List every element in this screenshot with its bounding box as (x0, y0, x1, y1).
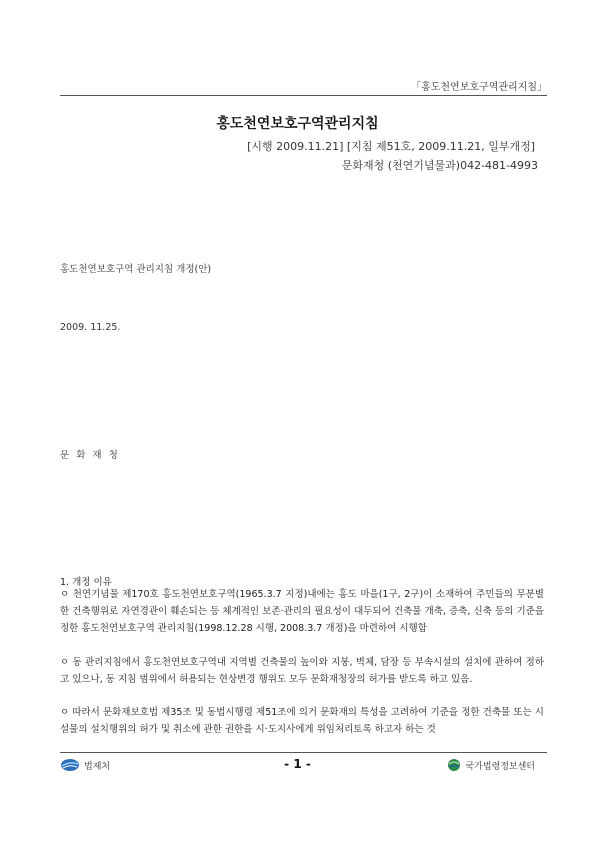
page-number: - 1 - (284, 757, 311, 771)
footer-right (447, 758, 535, 772)
footer-left-label: 법제처 (84, 761, 111, 772)
revision-date: 2009. 11.25. (60, 322, 121, 333)
header-divider (60, 95, 547, 96)
section-title: 1. 개정 이유 (60, 577, 112, 588)
paragraph: ㅇ 동 관리지침에서 홍도천연보호구역내 지역별 건축물의 높이와 지붕, 벽체, 담장 등 부속시설의 설치에 관하여 정하고 있으나, 동 지침 범위에서 허용되는 현상변경 행위도 모두 문화재청장의 허가를 받도록 하고 있음. (60, 657, 544, 685)
issuing-agency: 문 화 재 청 (60, 450, 120, 461)
paragraph: ㅇ 따라서 문화재보호법 제35조 및 동법시행령 제51조에 의거 문화재의 특성을 고려하여 기준을 정한 건축물 또는 시설물의 설치행위의 허가 및 취소에 관한 권한을 시·도지사에게 위임처리토록 하고자 하는 것 (60, 707, 544, 735)
revision-heading: 홍도천연보호구역 관리지침 개정(안) (60, 264, 212, 275)
department-contact: 문화재청 (천연기념물과)042-481-4993 (341, 159, 538, 172)
running-header: 「홍도천연보호구역관리지침」 (411, 82, 547, 93)
enactment-info: [시행 2009.11.21] [지침 제51호, 2009.11.21, 일부개정] (247, 140, 535, 153)
footer-right-label: 국가법령정보센터 (465, 761, 535, 772)
globe-logo-icon (447, 758, 461, 772)
document-title: 홍도천연보호구역관리지침 (216, 116, 379, 132)
paragraph: ㅇ 천연기념물 제170호 홍도천연보호구역(1965.3.7 지정)내에는 홍도 마을(1구, 2구)이 소재하여 주민들의 무분별한 건축행위로 자연경관이 훼손되는 등 체계적인 보존·관리의 필요성이 대두되어 건축물 개축, 증축, 신축 등의 기준을 정한 홍도천연보호구역 관리지침(1998.12.28 시행, 2008.3.7 개정)을 마련하여 시행함 (60, 589, 544, 634)
footer-divider (60, 752, 547, 753)
